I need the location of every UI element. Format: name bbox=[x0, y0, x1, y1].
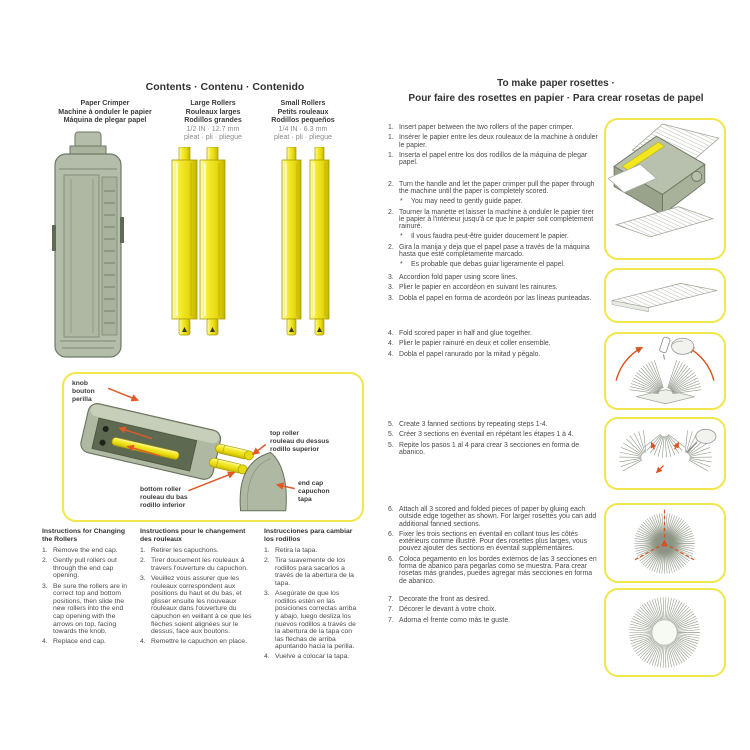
instruction-row bbox=[264, 590, 358, 651]
step-text: Accordion fold paper using score lines. bbox=[399, 274, 518, 281]
instruction-row bbox=[42, 547, 134, 555]
instruction-row bbox=[140, 638, 256, 646]
label-line: Rodillos pequeños bbox=[271, 116, 335, 125]
instructions-column-fr bbox=[140, 528, 256, 648]
step-number: 1. bbox=[264, 547, 270, 555]
contents-item-paper-crimper-label bbox=[40, 99, 170, 125]
step-number: 7. bbox=[388, 606, 394, 614]
step-row bbox=[388, 233, 600, 240]
instruction-row bbox=[42, 557, 134, 580]
rosette-title bbox=[388, 76, 724, 106]
step-text: Create 3 fanned sections by repeating steps 1-4. bbox=[399, 421, 548, 428]
large-rollers-illustration bbox=[170, 147, 226, 342]
step-text: Décorer le devant à votre choix. bbox=[399, 606, 497, 614]
step-number: 6. bbox=[388, 555, 394, 563]
step-text: Adorna el frente como más te guste. bbox=[399, 616, 511, 624]
step-text: Dobla el papel ranurado por la mitad y pégalo. bbox=[399, 350, 541, 358]
step-number: 2. bbox=[264, 557, 270, 565]
instructions-column-en bbox=[42, 528, 134, 648]
illustration-box-rosette-sections bbox=[604, 503, 726, 583]
contents-item-small-rollers-label bbox=[252, 99, 354, 142]
step-number: 5. bbox=[388, 421, 394, 428]
step-number: 2. bbox=[140, 557, 146, 565]
step-row bbox=[388, 295, 600, 302]
accordion-fold-illustration bbox=[606, 270, 724, 321]
crimping-illustration bbox=[606, 120, 724, 258]
instruction-row bbox=[42, 638, 134, 646]
step-number: 7. bbox=[388, 616, 394, 624]
top-roller-label: top roller rouleau du dessus rodillo superior bbox=[270, 430, 330, 453]
instruction-row bbox=[264, 557, 358, 587]
step-number: 2. bbox=[388, 208, 394, 216]
label-line: Rouleaux larges bbox=[185, 107, 241, 116]
step-number: 4. bbox=[140, 638, 146, 646]
step-row bbox=[388, 244, 600, 259]
step-row bbox=[388, 531, 600, 553]
illustration-box-finished-rosette bbox=[604, 588, 726, 677]
rosette-title-line2: Pour faire des rosettes en papier · Para crear rosetas de papel bbox=[408, 93, 704, 104]
step-text: Decorate the front as desired. bbox=[399, 596, 490, 603]
step-row bbox=[388, 198, 600, 205]
step-row bbox=[388, 606, 600, 613]
illustration-box-fold-glue bbox=[604, 332, 726, 410]
step-row bbox=[388, 617, 600, 624]
instructions-title: Instructions for Changing the Rollers bbox=[42, 528, 126, 543]
spec-line: pleat · pli · pliegue bbox=[274, 133, 332, 142]
step-text: Veuillez vous assurer que les rouleaux correspondent aux positions du haut et du bas, et glisser ensuite les nouveaux rouleaux dans l'ouverture du capuchon en veillant à ce que les flèches soient alignées sur le dessus, face aux boutons. bbox=[151, 574, 252, 636]
step-text: Be sure the rollers are in correct top and bottom positions, then slide the new rollers into the end cap opening with the arrows on top, facing towards the knob. bbox=[53, 582, 128, 636]
step-number: 2. bbox=[388, 244, 394, 252]
step-row bbox=[388, 124, 600, 131]
step-number: 5. bbox=[388, 431, 394, 439]
attach-sections-illustration bbox=[606, 419, 724, 488]
step-number: 1. bbox=[388, 134, 394, 142]
roller-diagram-box bbox=[62, 372, 364, 522]
step-text: Retira la tapa. bbox=[275, 547, 318, 555]
label-line: Petits rouleaux bbox=[277, 107, 329, 116]
step-number: 3. bbox=[264, 590, 270, 598]
step-row bbox=[388, 506, 600, 528]
step-number: 4. bbox=[388, 340, 394, 348]
step-number: 5. bbox=[388, 441, 394, 449]
instructions-list bbox=[42, 547, 134, 646]
spec-line: pleat · pli · pliegue bbox=[184, 133, 242, 142]
step-number: 1. bbox=[388, 124, 394, 131]
step-number: 4. bbox=[388, 350, 394, 358]
step-text: Replace end cap. bbox=[53, 638, 106, 646]
instruction-row bbox=[42, 583, 134, 636]
step-text: Fixer les trois sections en éventail en collant tous les côtés extérieurs comme illustré. Pour des rosettes plus larges, vous pouvez ajouter des sections en éventail supplémentaires. bbox=[399, 530, 588, 553]
small-rollers-illustration bbox=[279, 147, 333, 342]
step-text: Gently pull rollers out through the end cap opening. bbox=[53, 557, 117, 580]
rosette-title-line1: To make paper rosettes · bbox=[497, 78, 615, 89]
step-text: Retirer les capuchons. bbox=[151, 547, 219, 555]
bottom-roller-label: bottom roller rouleau du bas rodillo inferior bbox=[140, 486, 188, 509]
instruction-row bbox=[140, 575, 256, 636]
instruction-row bbox=[140, 557, 256, 572]
spec-line: 1/2 IN · 12.7 mm bbox=[186, 124, 240, 133]
step-number: 4. bbox=[42, 638, 48, 646]
step-row bbox=[388, 284, 600, 291]
contents-item-large-rollers-label bbox=[162, 99, 264, 142]
step-number: 3. bbox=[388, 294, 394, 302]
label-line: Large Rollers bbox=[190, 99, 236, 107]
illustration-box-crimping bbox=[604, 118, 726, 260]
step-number: 6. bbox=[388, 506, 394, 513]
spec-line: 1/4 IN · 6.3 mm bbox=[278, 124, 328, 133]
illustration-box-three-sections bbox=[604, 417, 726, 490]
step-row bbox=[388, 209, 600, 231]
step-row bbox=[388, 351, 600, 358]
instruction-row bbox=[264, 653, 358, 661]
step-group-2 bbox=[388, 181, 600, 272]
step-row bbox=[388, 261, 600, 268]
step-number: 3. bbox=[42, 582, 48, 590]
step-row bbox=[388, 152, 600, 167]
step-text: Créer 3 sections en éventail en répétant les étapes 1 à 4. bbox=[399, 431, 574, 439]
step-number: * bbox=[400, 260, 403, 268]
label-line: Rodillos grandes bbox=[184, 116, 242, 125]
step-text: Tira suavemente de los rodillos para sacarlos a través de la abertura de la tapa. bbox=[275, 557, 354, 588]
step-text: Il vous faudra peut-être guider doucement le papier. bbox=[411, 232, 569, 240]
step-group-5 bbox=[388, 421, 600, 459]
label-line: Máquina de plegar papel bbox=[63, 116, 147, 125]
step-number: 1. bbox=[140, 547, 146, 555]
step-text: Asegúrate de que los rodillos estén en las posiciones correctas arriba y abajo, luego desliza los nuevos rodillos a través de la abertura de la tapa con las flechas de arriba apuntando hacia la perilla. bbox=[275, 590, 357, 651]
step-text: You may need to gently guide paper. bbox=[411, 197, 523, 205]
instructions-title: Instructions pour le changement des rouleaux bbox=[140, 528, 246, 543]
label-line: Machine à onduler le papier bbox=[58, 107, 152, 116]
step-text: Plier le papier rainuré en deux et coller ensemble. bbox=[399, 340, 551, 348]
step-text: Vuelve a colocar la tapa. bbox=[275, 653, 350, 661]
step-text: Remettre le capuchon en place. bbox=[151, 638, 247, 646]
step-text: Plier le papier en accordéon en suivant les rainures. bbox=[399, 284, 558, 292]
instruction-row bbox=[264, 547, 358, 555]
step-text: Insert paper between the two rollers of the paper crimper. bbox=[399, 124, 574, 131]
step-row bbox=[388, 421, 600, 428]
step-text: Tirer doucement les rouleaux à travers l'ouverture du capuchon. bbox=[151, 557, 248, 572]
end-cap-label: end cap capuchon tapa bbox=[298, 480, 330, 503]
step-row bbox=[388, 556, 600, 585]
step-number: 1. bbox=[42, 547, 48, 555]
instruction-row bbox=[140, 547, 256, 555]
step-row bbox=[388, 431, 600, 438]
step-number: 3. bbox=[388, 274, 394, 281]
step-row bbox=[388, 274, 600, 281]
step-text: Attach all 3 scored and folded pieces of paper by gluing each outside edge together as shown. For larger rosettes you can add additional fanned sections. bbox=[399, 506, 597, 528]
step-text: Dobla el papel en forma de acordeón por las líneas punteadas. bbox=[399, 294, 592, 302]
knob-label: knob bouton perilla bbox=[72, 380, 95, 403]
step-text: Repite los pasos 1 al 4 para crear 3 secciones en forma de abanico. bbox=[399, 441, 580, 456]
rosette-sections-illustration bbox=[606, 505, 724, 581]
label-line: Small Rollers bbox=[280, 99, 326, 107]
step-text: Turn the handle and let the paper crimper pull the paper through the machine until the paper is completely scored. bbox=[399, 181, 595, 196]
instructions-title: Instrucciones para cambiar los rodillos bbox=[264, 528, 353, 543]
step-text: Remove the end cap. bbox=[53, 547, 118, 555]
step-number: * bbox=[400, 232, 403, 240]
step-number: 6. bbox=[388, 530, 394, 538]
instructions-column-es bbox=[264, 528, 358, 664]
step-row bbox=[388, 442, 600, 457]
step-group-7 bbox=[388, 596, 600, 627]
step-text: Insérer le papier entre les deux rouleaux de la machine à onduler le papier. bbox=[399, 134, 598, 149]
step-text: Tourner la manette et laisser la machine à onduler le papier tirer le papier à l'intérieur jusqu'à ce que le papier soit complètement rainuré. bbox=[399, 208, 594, 231]
contents-title: Contents · Contenu · Contenido bbox=[145, 81, 305, 93]
illustration-box-accordion bbox=[604, 268, 726, 323]
step-group-4 bbox=[388, 330, 600, 361]
step-row bbox=[388, 134, 600, 149]
step-number: 4. bbox=[388, 330, 394, 337]
step-row bbox=[388, 181, 600, 196]
instructions-list bbox=[140, 547, 256, 646]
step-text: Es probable que debas guiar ligeramente el papel. bbox=[411, 260, 565, 268]
step-text: Coloca pegamento en los bordes externos de las 3 secciones en forma de abanico para pegarlas como se muestra. Para crear rosetas más grandes, puedes agregar más secciones en forma de abanico. bbox=[399, 555, 597, 585]
step-number: 1. bbox=[388, 151, 394, 159]
step-number: 7. bbox=[388, 596, 394, 603]
step-group-3 bbox=[388, 274, 600, 305]
label-line: Paper Crimper bbox=[80, 99, 130, 107]
step-text: Inserta el papel entre los dos rodillos de la máquina de plegar papel. bbox=[399, 151, 588, 167]
fold-and-glue-illustration bbox=[606, 334, 724, 408]
step-text: Fold scored paper in half and glue together. bbox=[399, 330, 532, 337]
step-row bbox=[388, 330, 600, 337]
step-number: 4. bbox=[264, 653, 270, 661]
finished-rosette-illustration bbox=[606, 590, 724, 675]
step-number: 3. bbox=[388, 284, 394, 292]
step-group-6 bbox=[388, 506, 600, 588]
step-number: 2. bbox=[42, 557, 48, 565]
step-text: Gira la manija y deja que el papel pase a través de la máquina hasta que esté completamente marcado. bbox=[399, 244, 590, 259]
step-row bbox=[388, 340, 600, 347]
step-row bbox=[388, 596, 600, 603]
paper-crimper-illustration bbox=[52, 131, 124, 363]
instructions-list bbox=[264, 547, 358, 661]
step-number: 2. bbox=[388, 181, 394, 188]
step-number: 3. bbox=[140, 574, 146, 582]
step-number: * bbox=[400, 197, 403, 205]
step-group-1 bbox=[388, 124, 600, 169]
